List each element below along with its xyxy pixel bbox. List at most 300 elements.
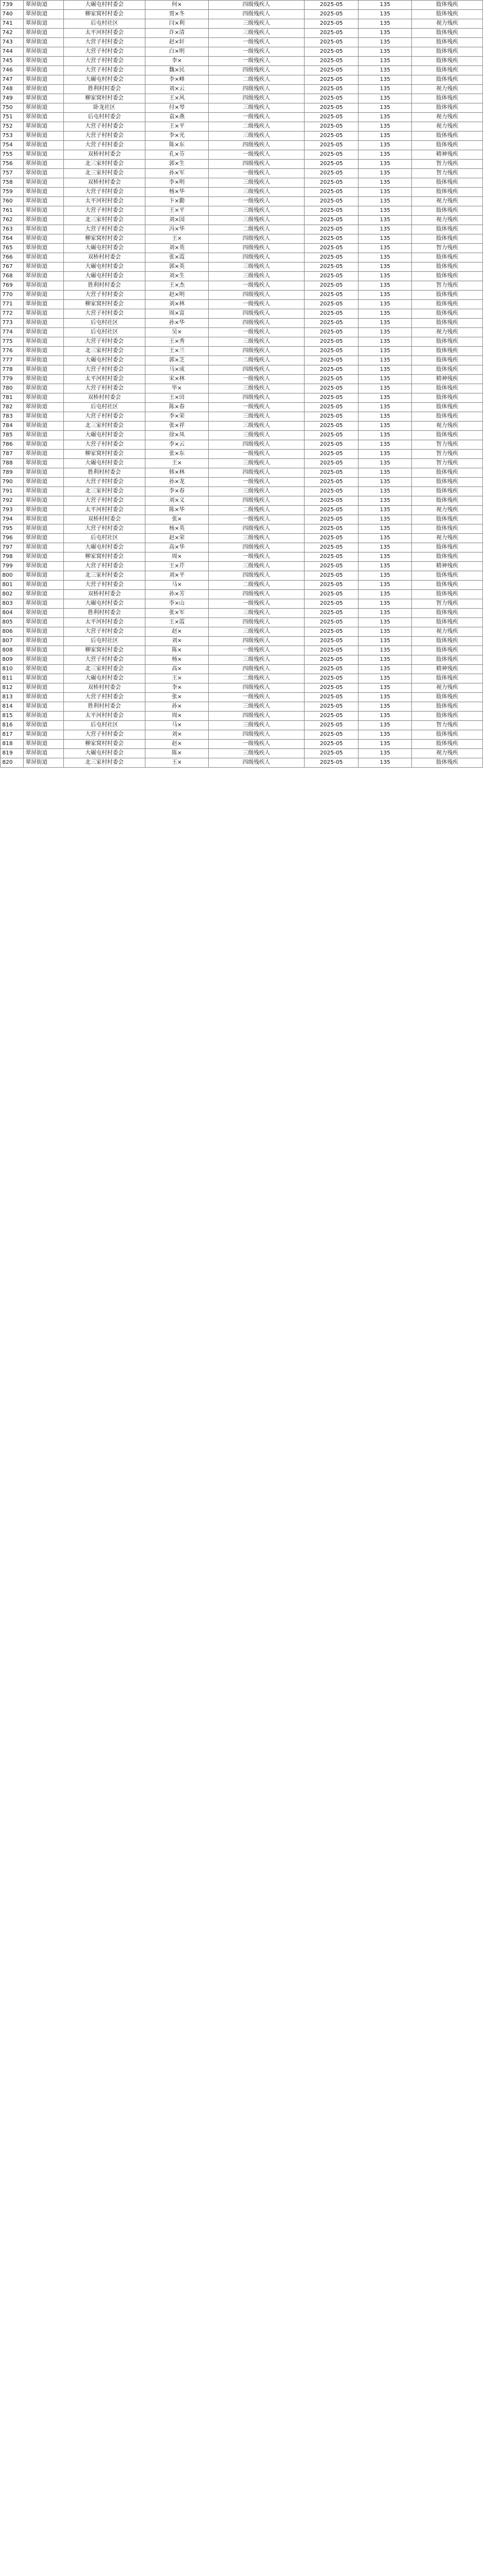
type-cell: 肢体残疾 [411,478,482,487]
table-row [1,721,483,730]
table-row [1,337,483,347]
amount-cell: 135 [359,328,411,337]
month-cell: 2025-05 [304,225,359,234]
row-number: 771 [1,300,24,309]
name-cell: 徐×凤 [145,431,209,440]
amount-cell: 135 [359,683,411,693]
village-cell: 大营子村村委会 [64,384,145,393]
village-cell: 大营子村村委会 [64,730,145,740]
amount-cell: 135 [359,693,411,702]
name-cell: 许×清 [145,29,209,38]
town-cell: 翠屏街道 [24,478,64,487]
village-cell: 北三家村村委会 [64,487,145,496]
town-cell: 翠屏街道 [24,356,64,365]
table-row [1,1,483,10]
month-cell: 2025-05 [304,47,359,57]
table-row [1,19,483,29]
month-cell: 2025-05 [304,468,359,478]
amount-cell: 135 [359,57,411,66]
disability-subsidy-sheet [0,0,483,768]
row-number: 762 [1,216,24,225]
amount-cell: 135 [359,730,411,740]
village-cell: 大碾屯村村委会 [64,75,145,85]
type-cell: 视力残疾 [411,328,482,337]
month-cell: 2025-05 [304,459,359,468]
table-row [1,515,483,524]
amount-cell: 135 [359,337,411,347]
row-number: 777 [1,356,24,365]
table-row [1,375,483,384]
village-cell: 卧龙社区 [64,103,145,113]
row-number: 767 [1,262,24,272]
amount-cell: 135 [359,300,411,309]
level-cell: 四级残疾人 [209,85,305,94]
amount-cell: 135 [359,506,411,515]
name-cell: 孔×芬 [145,150,209,160]
row-number: 746 [1,66,24,75]
type-cell: 肢体残疾 [411,337,482,347]
village-cell: 后屯村社区 [64,637,145,646]
name-cell: 刘×林 [145,300,209,309]
row-number: 793 [1,506,24,515]
level-cell: 四级残疾人 [209,440,305,450]
amount-cell: 135 [359,431,411,440]
amount-cell: 135 [359,19,411,29]
table-row [1,103,483,113]
village-cell: 后屯村社区 [64,534,145,543]
type-cell: 智力残疾 [411,244,482,253]
town-cell: 翠屏街道 [24,562,64,571]
amount-cell: 135 [359,216,411,225]
name-cell: 李×光 [145,132,209,141]
village-cell: 胜利村村委会 [64,281,145,291]
level-cell: 一级残疾人 [209,113,305,122]
row-number: 783 [1,412,24,422]
row-number: 739 [1,1,24,10]
row-number: 750 [1,103,24,113]
month-cell: 2025-05 [304,403,359,412]
town-cell: 翠屏街道 [24,440,64,450]
town-cell: 翠屏街道 [24,543,64,553]
type-cell: 精神残疾 [411,562,482,571]
month-cell: 2025-05 [304,450,359,459]
table-row [1,169,483,178]
table-row [1,365,483,375]
type-cell: 视力残疾 [411,85,482,94]
row-number: 790 [1,478,24,487]
name-cell: 王×霞 [145,618,209,627]
name-cell: 刘×国 [145,216,209,225]
town-cell: 翠屏街道 [24,431,64,440]
row-number: 763 [1,225,24,234]
type-cell: 智力残疾 [411,721,482,730]
village-cell: 太平河村村委会 [64,29,145,38]
amount-cell: 135 [359,721,411,730]
type-cell: 肢体残疾 [411,66,482,75]
town-cell: 翠屏街道 [24,375,64,384]
type-cell: 肢体残疾 [411,646,482,655]
row-number: 810 [1,665,24,674]
village-cell: 后屯村社区 [64,721,145,730]
type-cell: 智力残疾 [411,281,482,291]
row-number: 740 [1,10,24,19]
name-cell: 刘×英 [145,244,209,253]
name-cell: 李×明 [145,178,209,188]
village-cell: 大碾屯村村委会 [64,674,145,683]
table-row [1,319,483,328]
type-cell: 视力残疾 [411,534,482,543]
village-cell: 后屯村社区 [64,328,145,337]
name-cell: 闫×利 [145,19,209,29]
level-cell: 三级残疾人 [209,337,305,347]
row-number: 768 [1,272,24,281]
type-cell: 肢体残疾 [411,300,482,309]
row-number: 806 [1,627,24,637]
town-cell: 翠屏街道 [24,328,64,337]
level-cell: 四级残疾人 [209,712,305,721]
amount-cell: 135 [359,262,411,272]
table-row [1,758,483,768]
row-number: 765 [1,244,24,253]
town-cell: 翠屏街道 [24,244,64,253]
level-cell: 一级残疾人 [209,300,305,309]
town-cell: 翠屏街道 [24,57,64,66]
month-cell: 2025-05 [304,253,359,262]
village-cell: 双桥村村委会 [64,150,145,160]
amount-cell: 135 [359,496,411,506]
row-number: 754 [1,141,24,150]
row-number: 761 [1,206,24,216]
type-cell: 肢体残疾 [411,206,482,216]
row-number: 788 [1,459,24,468]
village-cell: 柳家窝村村委会 [64,10,145,19]
month-cell: 2025-05 [304,19,359,29]
level-cell: 一级残疾人 [209,740,305,749]
level-cell: 三级残疾人 [209,534,305,543]
town-cell: 翠屏街道 [24,206,64,216]
village-cell: 大碾屯村村委会 [64,272,145,281]
village-cell: 双桥村村委会 [64,393,145,403]
type-cell: 智力残疾 [411,599,482,609]
name-cell: 吴× [145,328,209,337]
level-cell: 三级残疾人 [209,431,305,440]
type-cell: 肢体残疾 [411,384,482,393]
table-row [1,440,483,450]
type-cell: 肢体残疾 [411,740,482,749]
row-number: 742 [1,29,24,38]
table-row [1,291,483,300]
amount-cell: 135 [359,553,411,562]
village-cell: 胜利村村委会 [64,468,145,478]
table-row [1,94,483,103]
name-cell: 陈× [145,646,209,655]
row-number: 749 [1,94,24,103]
town-cell: 翠屏街道 [24,47,64,57]
type-cell: 肢体残疾 [411,609,482,618]
town-cell: 翠屏街道 [24,590,64,599]
name-cell: 高×华 [145,543,209,553]
village-cell: 大营子村村委会 [64,496,145,506]
table-row [1,85,483,94]
village-cell: 胜利村村委会 [64,702,145,712]
name-cell: 张×霞 [145,253,209,262]
town-cell: 翠屏街道 [24,496,64,506]
level-cell: 四级残疾人 [209,347,305,356]
amount-cell: 135 [359,665,411,674]
amount-cell: 135 [359,169,411,178]
table-row [1,38,483,47]
month-cell: 2025-05 [304,300,359,309]
amount-cell: 135 [359,10,411,19]
row-number: 820 [1,758,24,768]
type-cell: 精神残疾 [411,665,482,674]
month-cell: 2025-05 [304,75,359,85]
level-cell: 四级残疾人 [209,665,305,674]
name-cell: 李× [145,57,209,66]
level-cell: 三级残疾人 [209,188,305,197]
amount-cell: 135 [359,347,411,356]
village-cell: 胜利村村委会 [64,85,145,94]
amount-cell: 135 [359,253,411,262]
name-cell: 赵× [145,740,209,749]
level-cell: 三级残疾人 [209,132,305,141]
row-number: 789 [1,468,24,478]
village-cell: 柳家窝村村委会 [64,740,145,749]
town-cell: 翠屏街道 [24,627,64,637]
table-row [1,543,483,553]
row-number: 784 [1,422,24,431]
level-cell: 二级残疾人 [209,225,305,234]
type-cell: 肢体残疾 [411,674,482,683]
table-row [1,730,483,740]
amount-cell: 135 [359,319,411,328]
level-cell: 三级残疾人 [209,459,305,468]
name-cell: 王× [145,234,209,244]
name-cell: 白×明 [145,47,209,57]
town-cell: 翠屏街道 [24,553,64,562]
row-number: 787 [1,450,24,459]
table-row [1,262,483,272]
level-cell: 四级残疾人 [209,10,305,19]
name-cell: 李×峰 [145,75,209,85]
town-cell: 翠屏街道 [24,740,64,749]
row-number: 816 [1,721,24,730]
month-cell: 2025-05 [304,674,359,683]
village-cell: 大碾屯村村委会 [64,262,145,272]
amount-cell: 135 [359,160,411,169]
table-row [1,57,483,66]
level-cell: 四级残疾人 [209,543,305,553]
table-row [1,300,483,309]
town-cell: 翠屏街道 [24,524,64,534]
type-cell: 肢体残疾 [411,103,482,113]
table-row [1,347,483,356]
name-cell: 张×东 [145,450,209,459]
month-cell: 2025-05 [304,57,359,66]
village-cell: 大营子村村委会 [64,365,145,375]
level-cell: 一级残疾人 [209,515,305,524]
amount-cell: 135 [359,122,411,132]
level-cell: 三级残疾人 [209,702,305,712]
row-number: 782 [1,403,24,412]
month-cell: 2025-05 [304,337,359,347]
village-cell: 大营子村村委会 [64,57,145,66]
name-cell: 杨× [145,655,209,665]
type-cell: 肢体残疾 [411,571,482,581]
level-cell: 四级残疾人 [209,496,305,506]
town-cell: 翠屏街道 [24,683,64,693]
row-number: 747 [1,75,24,85]
row-number: 769 [1,281,24,291]
row-number: 751 [1,113,24,122]
level-cell: 二级残疾人 [209,122,305,132]
type-cell: 视力残疾 [411,113,482,122]
row-number: 756 [1,160,24,169]
amount-cell: 135 [359,637,411,646]
table-row [1,244,483,253]
name-cell: 陈×东 [145,141,209,150]
level-cell: 四级残疾人 [209,758,305,768]
level-cell: 四级残疾人 [209,683,305,693]
name-cell: 李×荣 [145,412,209,422]
amount-cell: 135 [359,646,411,655]
row-number: 757 [1,169,24,178]
type-cell: 视力残疾 [411,749,482,758]
amount-cell: 135 [359,758,411,768]
table-row [1,75,483,85]
month-cell: 2025-05 [304,609,359,618]
table-row [1,188,483,197]
month-cell: 2025-05 [304,365,359,375]
name-cell: 赵×明 [145,291,209,300]
village-cell: 柳家窝村村委会 [64,300,145,309]
village-cell: 大碾屯村村委会 [64,244,145,253]
level-cell: 四级残疾人 [209,637,305,646]
level-cell: 四级残疾人 [209,253,305,262]
village-cell: 北三家村村委会 [64,160,145,169]
month-cell: 2025-05 [304,206,359,216]
name-cell: 郭×芝 [145,356,209,365]
table-row [1,590,483,599]
name-cell: 王×芹 [145,562,209,571]
type-cell: 肢体残疾 [411,141,482,150]
level-cell: 四级残疾人 [209,590,305,599]
table-row [1,627,483,637]
amount-cell: 135 [359,178,411,188]
level-cell: 四级残疾人 [209,160,305,169]
table-row [1,206,483,216]
month-cell: 2025-05 [304,216,359,225]
type-cell: 视力残疾 [411,19,482,29]
table-row [1,356,483,365]
month-cell: 2025-05 [304,1,359,10]
amount-cell: 135 [359,66,411,75]
month-cell: 2025-05 [304,590,359,599]
month-cell: 2025-05 [304,665,359,674]
type-cell: 肢体残疾 [411,188,482,197]
type-cell: 肢体残疾 [411,758,482,768]
table-row [1,609,483,618]
town-cell: 翠屏街道 [24,655,64,665]
level-cell: 一级残疾人 [209,150,305,160]
month-cell: 2025-05 [304,347,359,356]
row-number: 766 [1,253,24,262]
name-cell: 宋×林 [145,375,209,384]
town-cell: 翠屏街道 [24,618,64,627]
month-cell: 2025-05 [304,637,359,646]
month-cell: 2025-05 [304,702,359,712]
level-cell: 二级残疾人 [209,356,305,365]
name-cell: 何× [145,1,209,10]
village-cell: 双桥村村委会 [64,178,145,188]
level-cell: 四级残疾人 [209,319,305,328]
village-cell: 大营子村村委会 [64,291,145,300]
type-cell: 肢体残疾 [411,693,482,702]
row-number: 794 [1,515,24,524]
month-cell: 2025-05 [304,122,359,132]
town-cell: 翠屏街道 [24,300,64,309]
level-cell: 四级残疾人 [209,1,305,10]
amount-cell: 135 [359,281,411,291]
village-cell: 大碾屯村村委会 [64,749,145,758]
village-cell: 北三家村村委会 [64,169,145,178]
month-cell: 2025-05 [304,487,359,496]
row-number: 791 [1,487,24,496]
town-cell: 翠屏街道 [24,150,64,160]
type-cell: 肢体残疾 [411,309,482,319]
month-cell: 2025-05 [304,66,359,75]
name-cell: 王×平 [145,122,209,132]
month-cell: 2025-05 [304,740,359,749]
type-cell: 肢体残疾 [411,487,482,496]
row-number: 796 [1,534,24,543]
name-cell: 张× [145,693,209,702]
type-cell: 肢体残疾 [411,75,482,85]
type-cell: 智力残疾 [411,169,482,178]
row-number: 800 [1,571,24,581]
table-row [1,478,483,487]
amount-cell: 135 [359,206,411,216]
level-cell: 三级残疾人 [209,562,305,571]
town-cell: 翠屏街道 [24,487,64,496]
month-cell: 2025-05 [304,10,359,19]
name-cell: 赵×轩 [145,38,209,47]
row-number: 811 [1,674,24,683]
type-cell: 肢体残疾 [411,403,482,412]
type-cell: 视力残疾 [411,683,482,693]
type-cell: 精神残疾 [411,375,482,384]
type-cell: 视力残疾 [411,506,482,515]
type-cell: 肢体残疾 [411,637,482,646]
amount-cell: 135 [359,103,411,113]
month-cell: 2025-05 [304,412,359,422]
town-cell: 翠屏街道 [24,234,64,244]
row-number: 812 [1,683,24,693]
town-cell: 翠屏街道 [24,141,64,150]
name-cell: 孙× [145,702,209,712]
table-row [1,524,483,534]
type-cell: 肢体残疾 [411,319,482,328]
village-cell: 大碾屯村村委会 [64,543,145,553]
type-cell: 肢体残疾 [411,496,482,506]
type-cell: 肢体残疾 [411,730,482,740]
type-cell: 肢体残疾 [411,132,482,141]
month-cell: 2025-05 [304,29,359,38]
name-cell: 刘×云 [145,85,209,94]
month-cell: 2025-05 [304,478,359,487]
name-cell: 王× [145,459,209,468]
town-cell: 翠屏街道 [24,216,64,225]
